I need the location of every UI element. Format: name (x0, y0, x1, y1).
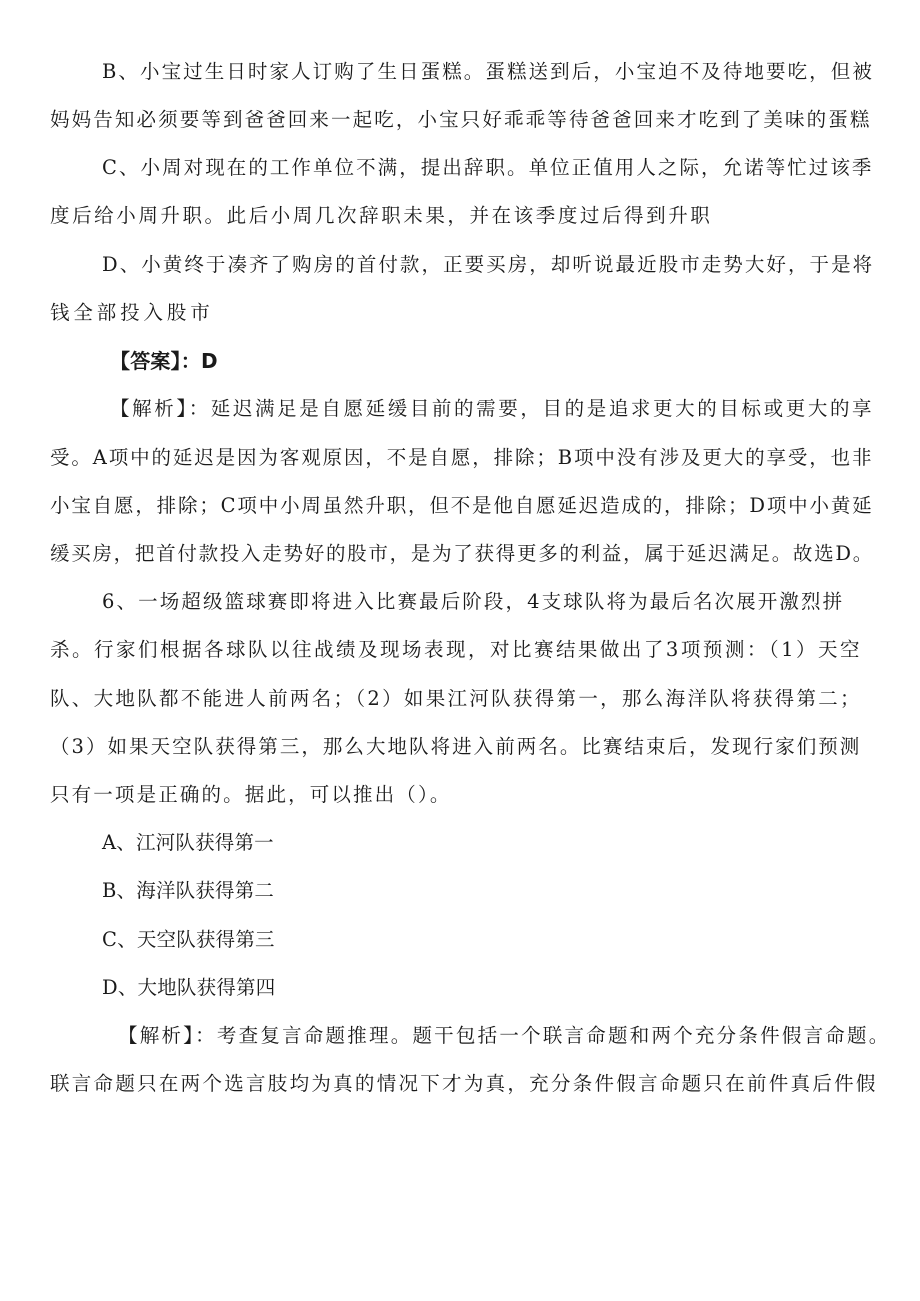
q6-option-c: C、天空队获得第三 (102, 928, 275, 951)
q6-analysis-line-2: 联言命题只在两个选言肢均为真的情况下才为真，充分条件假言命题只在前件真后件假 (50, 1072, 878, 1095)
q6-analysis-line-1: 【解析】：考查复言命题推理。题干包括一个联言命题和两个充分条件假言命题。 (118, 1024, 891, 1047)
q5-analysis-line-1: 【解析】：延迟满足是自愿延缓目前的需要，目的是追求更大的目标或更大的享 (110, 397, 875, 420)
q5-analysis-line-3: 小宝自愿，排除；C项中小周虽然升职，但不是他自愿延迟造成的，排除；D项中小黄延 (50, 494, 874, 517)
q5-option-c-line-1: C、小周对现在的工作单位不满，提出辞职。单位正值用人之际，允诺等忙过该季 (102, 156, 874, 179)
q6-stem-line-2: 杀。行家们根据各球队以往战绩及现场表现，对比赛结果做出了3项预测：（1）天空 (50, 638, 862, 661)
q6-option-b: B、海洋队获得第二 (102, 879, 275, 902)
q6-stem-line-5: 只有一项是正确的。据此，可以推出（）。 (50, 783, 452, 806)
q6-option-a: A、江河队获得第一 (102, 831, 274, 854)
q6-stem-line-4: （3）如果天空队获得第三，那么大地队将进入前两名。比赛结束后，发现行家们预测 (50, 735, 862, 758)
q5-analysis-line-4: 缓买房，把首付款投入走势好的股市，是为了获得更多的利益，属于延迟满足。故选D。 (50, 542, 874, 565)
q5-option-b-line-2: 妈妈告知必须要等到爸爸回来一起吃，小宝只好乖乖等待爸爸回来才吃到了美味的蛋糕 (50, 108, 872, 131)
q6-option-d: D、大地队获得第四 (102, 976, 276, 999)
q5-answer: 【答案】：D (110, 349, 218, 373)
q6-stem-line-1: 6、一场超级篮球赛即将进入比赛最后阶段，4支球队将为最后名次展开激烈拼 (102, 590, 845, 613)
q5-option-b-line-1: B、小宝过生日时家人订购了生日蛋糕。蛋糕送到后，小宝迫不及待地要吃，但被 (102, 60, 874, 83)
q5-analysis-line-2: 受。A项中的延迟是因为客观原因，不是自愿，排除；B项中没有涉及更大的享受，也非 (50, 446, 874, 469)
q5-option-d-line-1: D、小黄终于凑齐了购房的首付款，正要买房，却听说最近股市走势大好，于是将 (102, 253, 875, 276)
q6-stem-line-3: 队、大地队都不能进人前两名；（2）如果江河队获得第一，那么海洋队将获得第二； (50, 687, 862, 710)
q5-option-d-line-2: 钱全部投入股市 (50, 301, 214, 324)
q5-option-c-line-2: 度后给小周升职。此后小周几次辞职未果，并在该季度过后得到升职 (50, 204, 713, 227)
